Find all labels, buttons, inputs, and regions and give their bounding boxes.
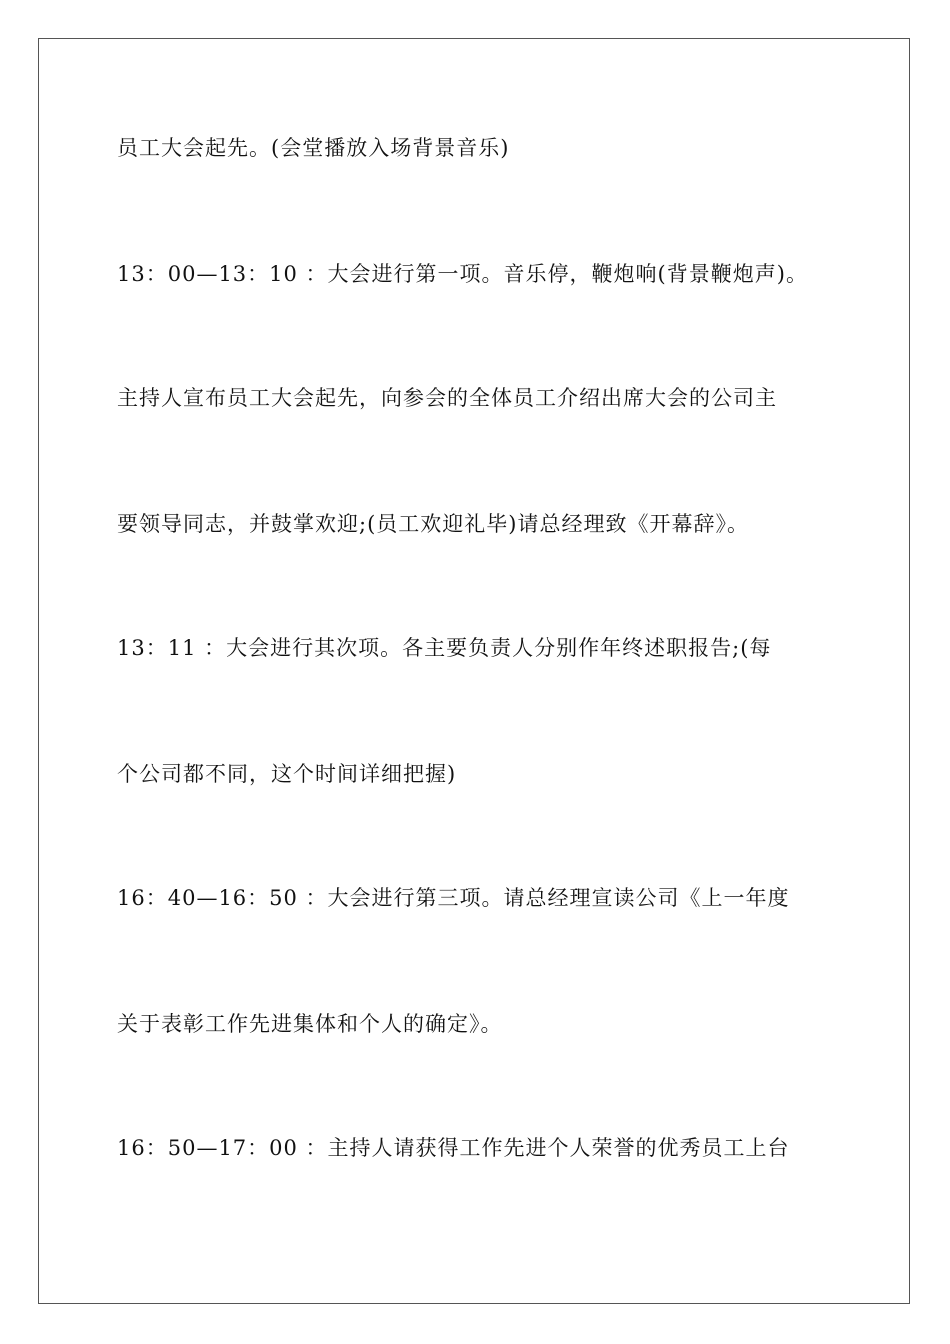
text-line: 个公司都不同，这个时间详细把握) bbox=[117, 762, 457, 786]
text-line: 员工大会起先。(会堂播放入场背景音乐) bbox=[117, 136, 510, 160]
text-line: 16：50—17：00 ：主持人请获得工作先进个人荣誉的优秀员工上台 bbox=[117, 1136, 790, 1160]
page-border bbox=[38, 38, 910, 1304]
text-line: 13：11 ：大会进行其次项。各主要负责人分别作年终述职报告;(每 bbox=[117, 636, 772, 660]
text-line: 关于表彰工作先进集体和个人的确定》。 bbox=[117, 1012, 503, 1036]
text-line: 主持人宣布员工大会起先，向参会的全体员工介绍出席大会的公司主 bbox=[117, 386, 777, 410]
text-line: 要领导同志，并鼓掌欢迎;(员工欢迎礼毕)请总经理致《开幕辞》。 bbox=[117, 512, 749, 536]
text-line: 13：00—13：10 ：大会进行第一项。音乐停，鞭炮响(背景鞭炮声)。 bbox=[117, 262, 808, 286]
text-line: 16：40—16：50 ：大会进行第三项。请总经理宣读公司《上一年度 bbox=[117, 886, 790, 910]
